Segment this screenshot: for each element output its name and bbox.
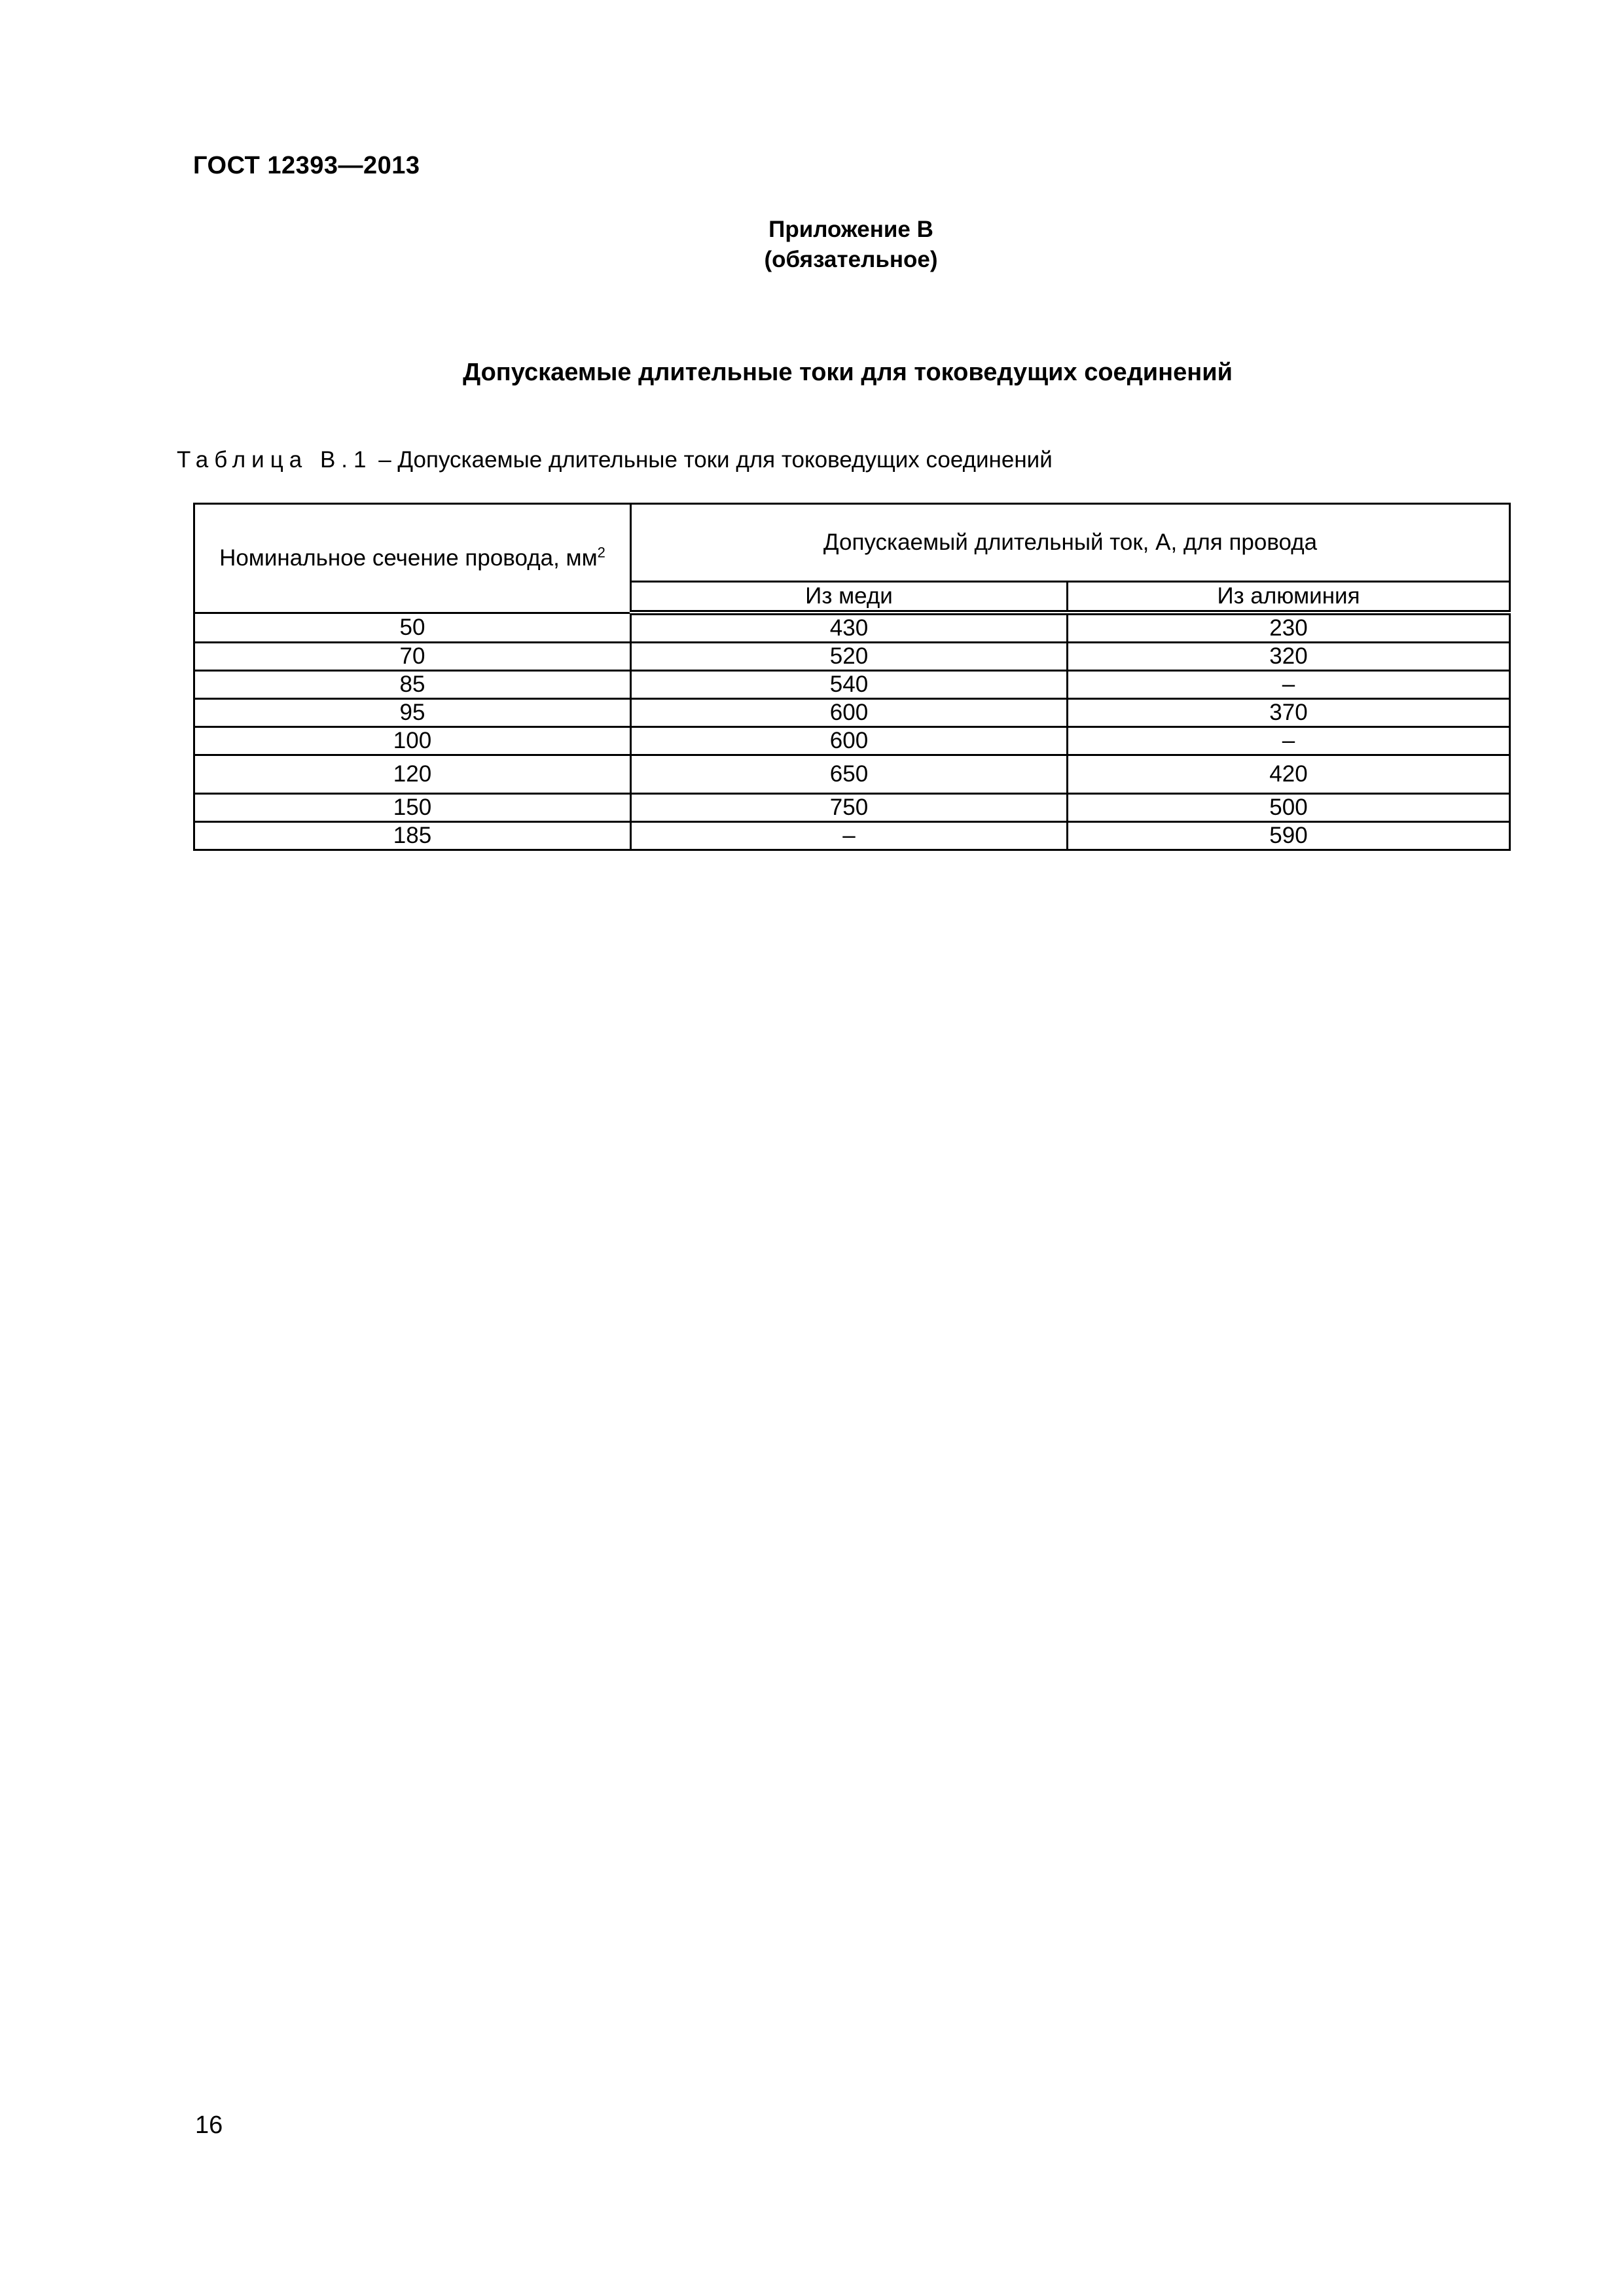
table-row bbox=[194, 794, 1510, 822]
appendix-title: Приложение В bbox=[768, 217, 933, 242]
table-row bbox=[194, 727, 1510, 755]
cell-aluminum: 320 bbox=[1068, 643, 1510, 671]
cell-section: 70 bbox=[194, 643, 631, 671]
table-caption-text: – Допускаемые длительные токи для токоведущих соединений bbox=[378, 447, 1053, 473]
cell-section: 100 bbox=[194, 727, 631, 755]
cell-copper: 750 bbox=[631, 794, 1068, 822]
cell-aluminum: – bbox=[1068, 727, 1510, 755]
appendix-heading bbox=[681, 215, 1021, 275]
cell-aluminum: 590 bbox=[1068, 822, 1510, 850]
cell-section: 185 bbox=[194, 822, 631, 850]
header-copper: Из меди bbox=[631, 582, 1068, 613]
section-title: Допускаемые длительные токи для токоведущих соединений bbox=[463, 359, 1233, 386]
cell-aluminum: 420 bbox=[1068, 755, 1510, 794]
cell-section: 120 bbox=[194, 755, 631, 794]
appendix-status: (обязательное) bbox=[764, 247, 938, 272]
cell-aluminum: 370 bbox=[1068, 699, 1510, 727]
cell-copper: – bbox=[631, 822, 1068, 850]
cell-aluminum: – bbox=[1068, 671, 1510, 699]
cell-copper: 540 bbox=[631, 671, 1068, 699]
cell-section: 50 bbox=[194, 613, 631, 643]
cell-section: 85 bbox=[194, 671, 631, 699]
cell-copper: 430 bbox=[631, 613, 1068, 643]
cell-aluminum: 230 bbox=[1068, 613, 1510, 643]
table-caption-label: Таблица В.1 bbox=[177, 447, 372, 473]
cell-copper: 650 bbox=[631, 755, 1068, 794]
table-row bbox=[194, 671, 1510, 699]
page-number: 16 bbox=[195, 2111, 223, 2139]
cell-copper: 600 bbox=[631, 727, 1068, 755]
table-row bbox=[194, 755, 1510, 794]
header-wire-section-sup: 2 bbox=[597, 544, 605, 561]
header-wire-section-text: Номинальное сечение провода, мм bbox=[219, 545, 598, 571]
header-wire-section bbox=[194, 504, 631, 613]
header-aluminum: Из алюминия bbox=[1068, 582, 1510, 613]
currents-table bbox=[193, 503, 1511, 851]
cell-aluminum: 500 bbox=[1068, 794, 1510, 822]
header-current: Допускаемый длительный ток, А, для провода bbox=[631, 504, 1510, 582]
cell-copper: 600 bbox=[631, 699, 1068, 727]
cell-section: 95 bbox=[194, 699, 631, 727]
cell-copper: 520 bbox=[631, 643, 1068, 671]
table-caption bbox=[177, 447, 1053, 473]
table-row bbox=[194, 643, 1510, 671]
table-row bbox=[194, 699, 1510, 727]
table-row bbox=[194, 822, 1510, 850]
cell-section: 150 bbox=[194, 794, 631, 822]
standard-code: ГОСТ 12393—2013 bbox=[193, 152, 420, 179]
table-row bbox=[194, 613, 1510, 643]
